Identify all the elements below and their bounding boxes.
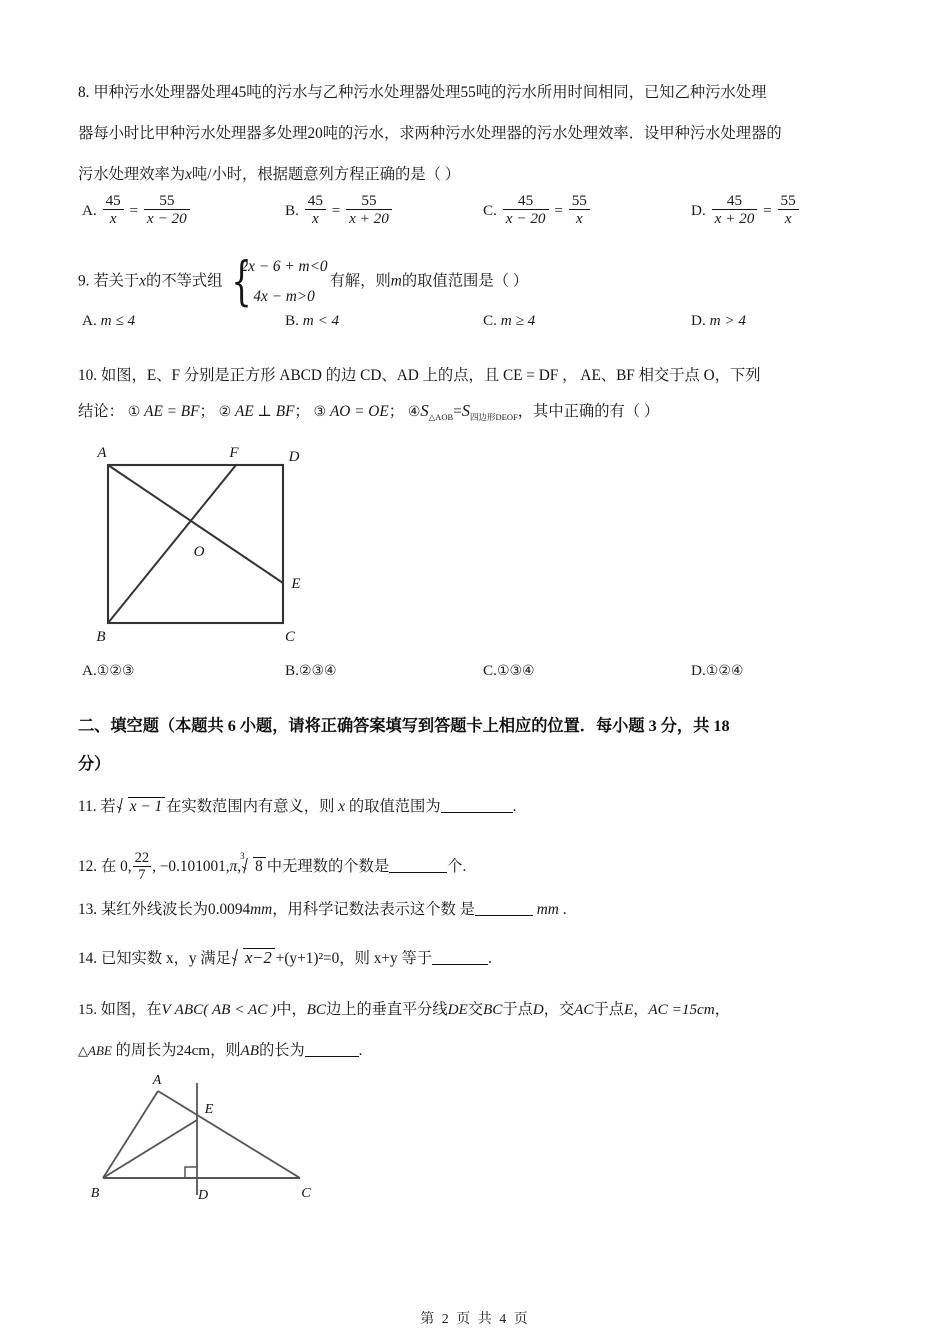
q12-cube-root bbox=[240, 851, 266, 876]
q13-end: . bbox=[562, 901, 567, 918]
q9-option-b-label: B. bbox=[285, 312, 299, 329]
question-9-stem bbox=[78, 252, 888, 312]
q12-middle: , −0.101001, bbox=[152, 858, 230, 876]
q10-number: 10. bbox=[78, 367, 98, 384]
q8-option-d-fraction-left bbox=[712, 192, 758, 227]
q8-opt-a-equals: = bbox=[129, 202, 139, 220]
q8-option-c-fraction-left bbox=[503, 192, 549, 227]
segment-ac bbox=[158, 1091, 300, 1178]
q15-perimeter-value: 24cm bbox=[176, 1042, 211, 1059]
q12-number: 12. bbox=[78, 858, 98, 876]
q12-fraction-denominator: 7 bbox=[133, 866, 152, 883]
label-d: D bbox=[197, 1188, 209, 1203]
q8-option-d[interactable] bbox=[691, 192, 801, 227]
q15-line1-d: 交 bbox=[467, 1001, 483, 1018]
q10-option-d-label: D. bbox=[691, 662, 706, 679]
q13-unit-mm-1: mm bbox=[250, 901, 273, 918]
circled-4-icon: ④ bbox=[407, 404, 421, 420]
q12-answer-blank[interactable] bbox=[389, 872, 447, 873]
question-15-line-1 bbox=[78, 1002, 893, 1017]
q8-opt-c-den-1: x − 20 bbox=[503, 209, 549, 227]
q8-number: 8. bbox=[78, 84, 90, 101]
q15-line1-i: ， bbox=[714, 1001, 730, 1018]
label-d: D bbox=[288, 449, 300, 465]
q9-stem-before: 若关于 bbox=[93, 272, 140, 290]
q8-stem-text-2: 器每小时比甲种污水处理器多处理20吨的污水，求两种污水处理器的污水处理效率．设甲种污水处理器的 bbox=[78, 125, 782, 142]
q8-opt-a-den-2: x − 20 bbox=[144, 209, 190, 227]
q13-before: 某红外线波长为 bbox=[100, 901, 209, 918]
label-a: A bbox=[152, 1073, 162, 1088]
q8-opt-a-den-1: x bbox=[103, 209, 124, 227]
q8-opt-d-equals: = bbox=[763, 202, 772, 220]
q10-option-a-label: A. bbox=[82, 662, 97, 679]
q9-number: 9. bbox=[78, 272, 90, 290]
q15-triangle-symbol: V bbox=[161, 1001, 171, 1018]
q8-option-a-fraction-right bbox=[144, 192, 190, 227]
question-10-stem-line-2: 结论： ① AE = BF； ② AE ⊥ BF； ③ AO = OE； $④S_{\triangle AOB}=S_{四边形DEOF}$，其中正确的有（ ） bbox=[78, 396, 878, 432]
q10-option-c[interactable] bbox=[483, 662, 535, 680]
q8-opt-c-num-1: 45 bbox=[518, 192, 534, 209]
q11-variable-x: x bbox=[338, 798, 346, 815]
q10-conclusions-prefix: 结论： bbox=[78, 403, 124, 420]
label-e: E bbox=[204, 1102, 214, 1117]
q8-opt-d-den-1: x + 20 bbox=[712, 209, 758, 227]
q10-conclusion-2: AE ⊥ BF bbox=[235, 403, 295, 420]
q15-line1-a: 如图，在 bbox=[100, 1001, 162, 1018]
question-8-stem-line-1 bbox=[78, 72, 878, 113]
q10-option-a[interactable] bbox=[82, 662, 134, 680]
q15-ab-lt-ac: ( AB < AC ) bbox=[203, 1001, 277, 1018]
q8-option-b-fraction-left bbox=[305, 192, 326, 227]
q14-number: 14. bbox=[78, 950, 98, 967]
section-2-heading-line-1 bbox=[78, 707, 883, 745]
q9-stem-mid: 的不等式组 bbox=[146, 272, 223, 290]
q11-radicand: x − 1 bbox=[128, 797, 165, 814]
label-a: A bbox=[97, 445, 107, 461]
q8-option-c-fraction-right bbox=[569, 192, 590, 227]
q8-opt-a-num-2: 55 bbox=[159, 192, 175, 209]
q15-line1-h: ， bbox=[633, 1001, 649, 1018]
q12-cbrt-radicand: 8 bbox=[253, 857, 266, 874]
q15-point-e: E bbox=[623, 1001, 634, 1018]
segment-ab bbox=[103, 1091, 158, 1178]
q15-de-label: DE bbox=[447, 1001, 468, 1018]
label-o: O bbox=[193, 544, 205, 560]
q9-option-c-value: m ≥ 4 bbox=[500, 312, 536, 329]
q8-option-c[interactable] bbox=[483, 192, 592, 227]
page-number-text: 第 2 页 共 4 页 bbox=[420, 1312, 530, 1327]
q8-option-a-fraction-left bbox=[103, 192, 124, 227]
q9-variable-m: m bbox=[390, 272, 402, 290]
segment-bf bbox=[108, 465, 236, 623]
q8-option-c-label: C. bbox=[483, 202, 497, 220]
q10-option-c-value: ①③④ bbox=[496, 663, 535, 679]
q13-middle: ，用科学记数法表示这个数 是 bbox=[272, 901, 475, 918]
right-angle-mark-icon bbox=[185, 1167, 197, 1178]
segment-be bbox=[103, 1120, 197, 1178]
q9-stem-after-a: 有解，则 bbox=[329, 272, 391, 290]
circled-2-icon: ② bbox=[218, 404, 232, 420]
section-2-heading-line-2 bbox=[78, 745, 883, 783]
q14-answer-blank[interactable] bbox=[432, 964, 488, 965]
q15-bc-2: BC bbox=[483, 1001, 503, 1018]
q12-root-index: 3 bbox=[240, 851, 245, 862]
q9-option-a-value: m ≤ 4 bbox=[100, 312, 136, 329]
q15-line1-b: 中， bbox=[276, 1001, 307, 1018]
question-10-figure bbox=[88, 443, 328, 648]
q12-after: 中无理数的个数是 bbox=[266, 858, 390, 876]
q15-triangle-abe: △ABE bbox=[78, 1043, 112, 1058]
q11-tail: 的取值范围为 bbox=[348, 798, 441, 815]
q13-value: 0.0094 bbox=[208, 901, 251, 918]
q8-opt-c-equals: = bbox=[554, 202, 563, 220]
q10-option-d-value: ①②④ bbox=[705, 663, 744, 679]
q10-area-equals: = bbox=[453, 403, 462, 420]
q8-opt-d-num-1: 45 bbox=[726, 192, 743, 209]
q8-opt-b-num-1: 45 bbox=[307, 192, 323, 209]
q11-after: 在实数范围内有意义，则 bbox=[166, 798, 335, 815]
q14-middle: +(y+1)²=0，则 x+y 等于 bbox=[275, 950, 433, 967]
q15-ab-label: AB bbox=[240, 1042, 260, 1059]
q10-area-symbol-1: S bbox=[420, 401, 429, 420]
q10-option-b-value: ②③④ bbox=[298, 663, 337, 679]
q8-opt-c-num-2: 55 bbox=[571, 192, 587, 209]
q10-stem-text-1: 如图，E、F 分别是正方形 ABCD 的边 CD、AD 上的点，且 CE = DF ， AE、BF 相交于点 O，下列 bbox=[100, 367, 761, 384]
circled-3-icon: ③ bbox=[313, 404, 327, 420]
q15-line1-f: ，交 bbox=[543, 1001, 575, 1018]
q8-option-b[interactable] bbox=[285, 192, 394, 227]
q13-answer-blank[interactable] bbox=[475, 915, 533, 916]
q8-option-b-label: B. bbox=[285, 202, 299, 220]
circled-1-icon: ① bbox=[127, 404, 141, 420]
q10-conclusion-3: AO = OE bbox=[329, 403, 389, 420]
q15-line2-c: 的长为 bbox=[259, 1042, 305, 1059]
q15-line2-b: ，则 bbox=[210, 1042, 241, 1059]
q12-pi-symbol: π bbox=[229, 858, 238, 876]
question-15-figure bbox=[85, 1073, 325, 1203]
q8-opt-b-equals: = bbox=[331, 202, 341, 220]
q8-stem-text-3b: 吨/小时，根据题意列方程正确的是（ ） bbox=[191, 166, 461, 183]
q15-line2-end: . bbox=[358, 1042, 363, 1059]
q8-option-d-label: D. bbox=[691, 202, 706, 220]
page-footer bbox=[0, 1308, 950, 1328]
q8-opt-a-num-1: 45 bbox=[105, 192, 121, 209]
question-11 bbox=[78, 797, 888, 814]
q10-option-b[interactable] bbox=[285, 662, 337, 680]
q10-option-b-label: B. bbox=[285, 662, 299, 679]
q8-option-d-fraction-right bbox=[778, 192, 799, 227]
question-15-line-2 bbox=[78, 1043, 893, 1058]
q9-stem-after-b: 的取值范围是（ ） bbox=[401, 272, 529, 290]
q10-area-subscript-1: △AOB bbox=[428, 412, 454, 423]
q9-option-a[interactable] bbox=[82, 312, 135, 330]
q9-option-c-label: C. bbox=[483, 312, 497, 329]
label-c: C bbox=[301, 1186, 311, 1201]
triangle-abc-svg bbox=[85, 1073, 325, 1203]
q12-fraction-numerator: 22 bbox=[134, 850, 150, 866]
q9-inequality-1: 2x − 6 + m<0 bbox=[240, 258, 328, 275]
q15-number: 15. bbox=[78, 1001, 97, 1018]
q8-opt-b-num-2: 55 bbox=[361, 192, 377, 209]
q8-opt-b-den-1: x bbox=[305, 209, 326, 227]
q11-answer-blank[interactable] bbox=[441, 812, 513, 813]
q10-option-a-value: ①②③ bbox=[96, 663, 135, 679]
q8-option-a-label: A. bbox=[82, 202, 97, 220]
q12-unit: 个. bbox=[447, 858, 467, 876]
q8-opt-d-num-2: 55 bbox=[780, 192, 796, 209]
q11-square-root bbox=[117, 797, 165, 814]
q12-comma: , bbox=[237, 858, 242, 876]
q13-unit-mm-2: mm bbox=[536, 901, 559, 918]
q14-before: 已知实数 x，y 满足 bbox=[100, 950, 231, 967]
q8-option-b-fraction-right bbox=[346, 192, 392, 227]
q8-opt-d-den-2: x bbox=[778, 209, 799, 227]
q8-stem-text-3a: 污水处理效率为 bbox=[78, 166, 186, 183]
q12-fraction-22-7 bbox=[133, 850, 152, 883]
q9-option-a-label: A. bbox=[82, 312, 97, 329]
q10-area-symbol-2: S bbox=[461, 401, 471, 420]
system-brace-icon: { bbox=[230, 252, 252, 312]
q15-line2-a: 的周长为 bbox=[115, 1042, 177, 1059]
q9-inequality-2: 4x − m>0 bbox=[253, 288, 315, 305]
question-12 bbox=[78, 850, 888, 883]
q9-option-b[interactable] bbox=[285, 312, 339, 330]
question-8-stem-line-2 bbox=[78, 113, 878, 154]
section-2-text-2: 分） bbox=[78, 755, 111, 773]
question-14 bbox=[78, 948, 888, 967]
q14-end: . bbox=[488, 950, 492, 967]
question-10-stem-line-1 bbox=[78, 355, 878, 396]
q9-option-c[interactable] bbox=[483, 312, 535, 330]
q9-variable-x: x bbox=[139, 272, 147, 290]
q15-ac-value: AC =15cm bbox=[648, 1001, 715, 1018]
question-13 bbox=[78, 902, 888, 917]
q10-area-subscript-2: 四边形DEOF bbox=[470, 412, 518, 423]
label-b: B bbox=[90, 1186, 100, 1201]
q9-option-b-value: m < 4 bbox=[302, 312, 340, 329]
q15-line1-e: 于点 bbox=[502, 1001, 533, 1018]
question-10-options bbox=[78, 662, 888, 708]
question-8-options bbox=[78, 186, 888, 232]
q10-option-c-label: C. bbox=[483, 662, 497, 679]
label-c: C bbox=[284, 629, 296, 645]
q11-number: 11. bbox=[78, 798, 97, 815]
q9-option-d[interactable] bbox=[691, 312, 746, 330]
question-9-options bbox=[78, 312, 888, 358]
q9-option-d-label: D. bbox=[691, 312, 706, 329]
q12-before: 在 0, bbox=[100, 858, 132, 876]
q15-line1-c: 边上的垂直平分线 bbox=[326, 1001, 448, 1018]
q8-opt-c-den-2: x bbox=[569, 209, 590, 227]
square-abcd-svg bbox=[88, 443, 328, 648]
q15-answer-blank[interactable] bbox=[305, 1056, 359, 1057]
q15-ac-label: AC bbox=[574, 1001, 594, 1018]
label-e: E bbox=[291, 576, 301, 592]
segment-ae bbox=[108, 465, 283, 583]
q15-line1-g: 于点 bbox=[593, 1001, 624, 1018]
q14-square-root bbox=[232, 948, 275, 967]
section-2-text-1: 二、填空题（本题共 6 小题，请将正确答案填写到答题卡上相应的位置．每小题 3 分，共 18 bbox=[78, 717, 730, 735]
label-f: F bbox=[229, 445, 239, 461]
q14-radicand: x−2 bbox=[243, 948, 275, 967]
q11-end: . bbox=[512, 798, 517, 815]
q8-opt-b-den-2: x + 20 bbox=[346, 209, 392, 227]
label-b: B bbox=[96, 629, 106, 645]
q8-variable-x: x bbox=[185, 166, 192, 183]
q10-conclusion-1: AE = BF bbox=[144, 403, 200, 420]
q10-option-d[interactable] bbox=[691, 662, 743, 680]
q8-stem-text-1: 甲种污水处理器处理45吨的污水与乙种污水处理器处理55吨的污水所用时间相同，已知乙种污水处理 bbox=[93, 84, 767, 101]
q11-before: 若 bbox=[100, 798, 116, 815]
q15-bc-1: BC bbox=[306, 1001, 327, 1018]
q9-inequality-system bbox=[225, 252, 328, 312]
q10-stem-suffix: ，其中正确的有（ ） bbox=[517, 403, 660, 420]
q9-option-d-value: m > 4 bbox=[709, 312, 746, 329]
q15-abc-label: ABC bbox=[174, 1001, 204, 1018]
q13-number: 13. bbox=[78, 901, 98, 918]
q8-option-a[interactable] bbox=[82, 192, 192, 227]
q15-point-d: D bbox=[532, 1001, 544, 1018]
